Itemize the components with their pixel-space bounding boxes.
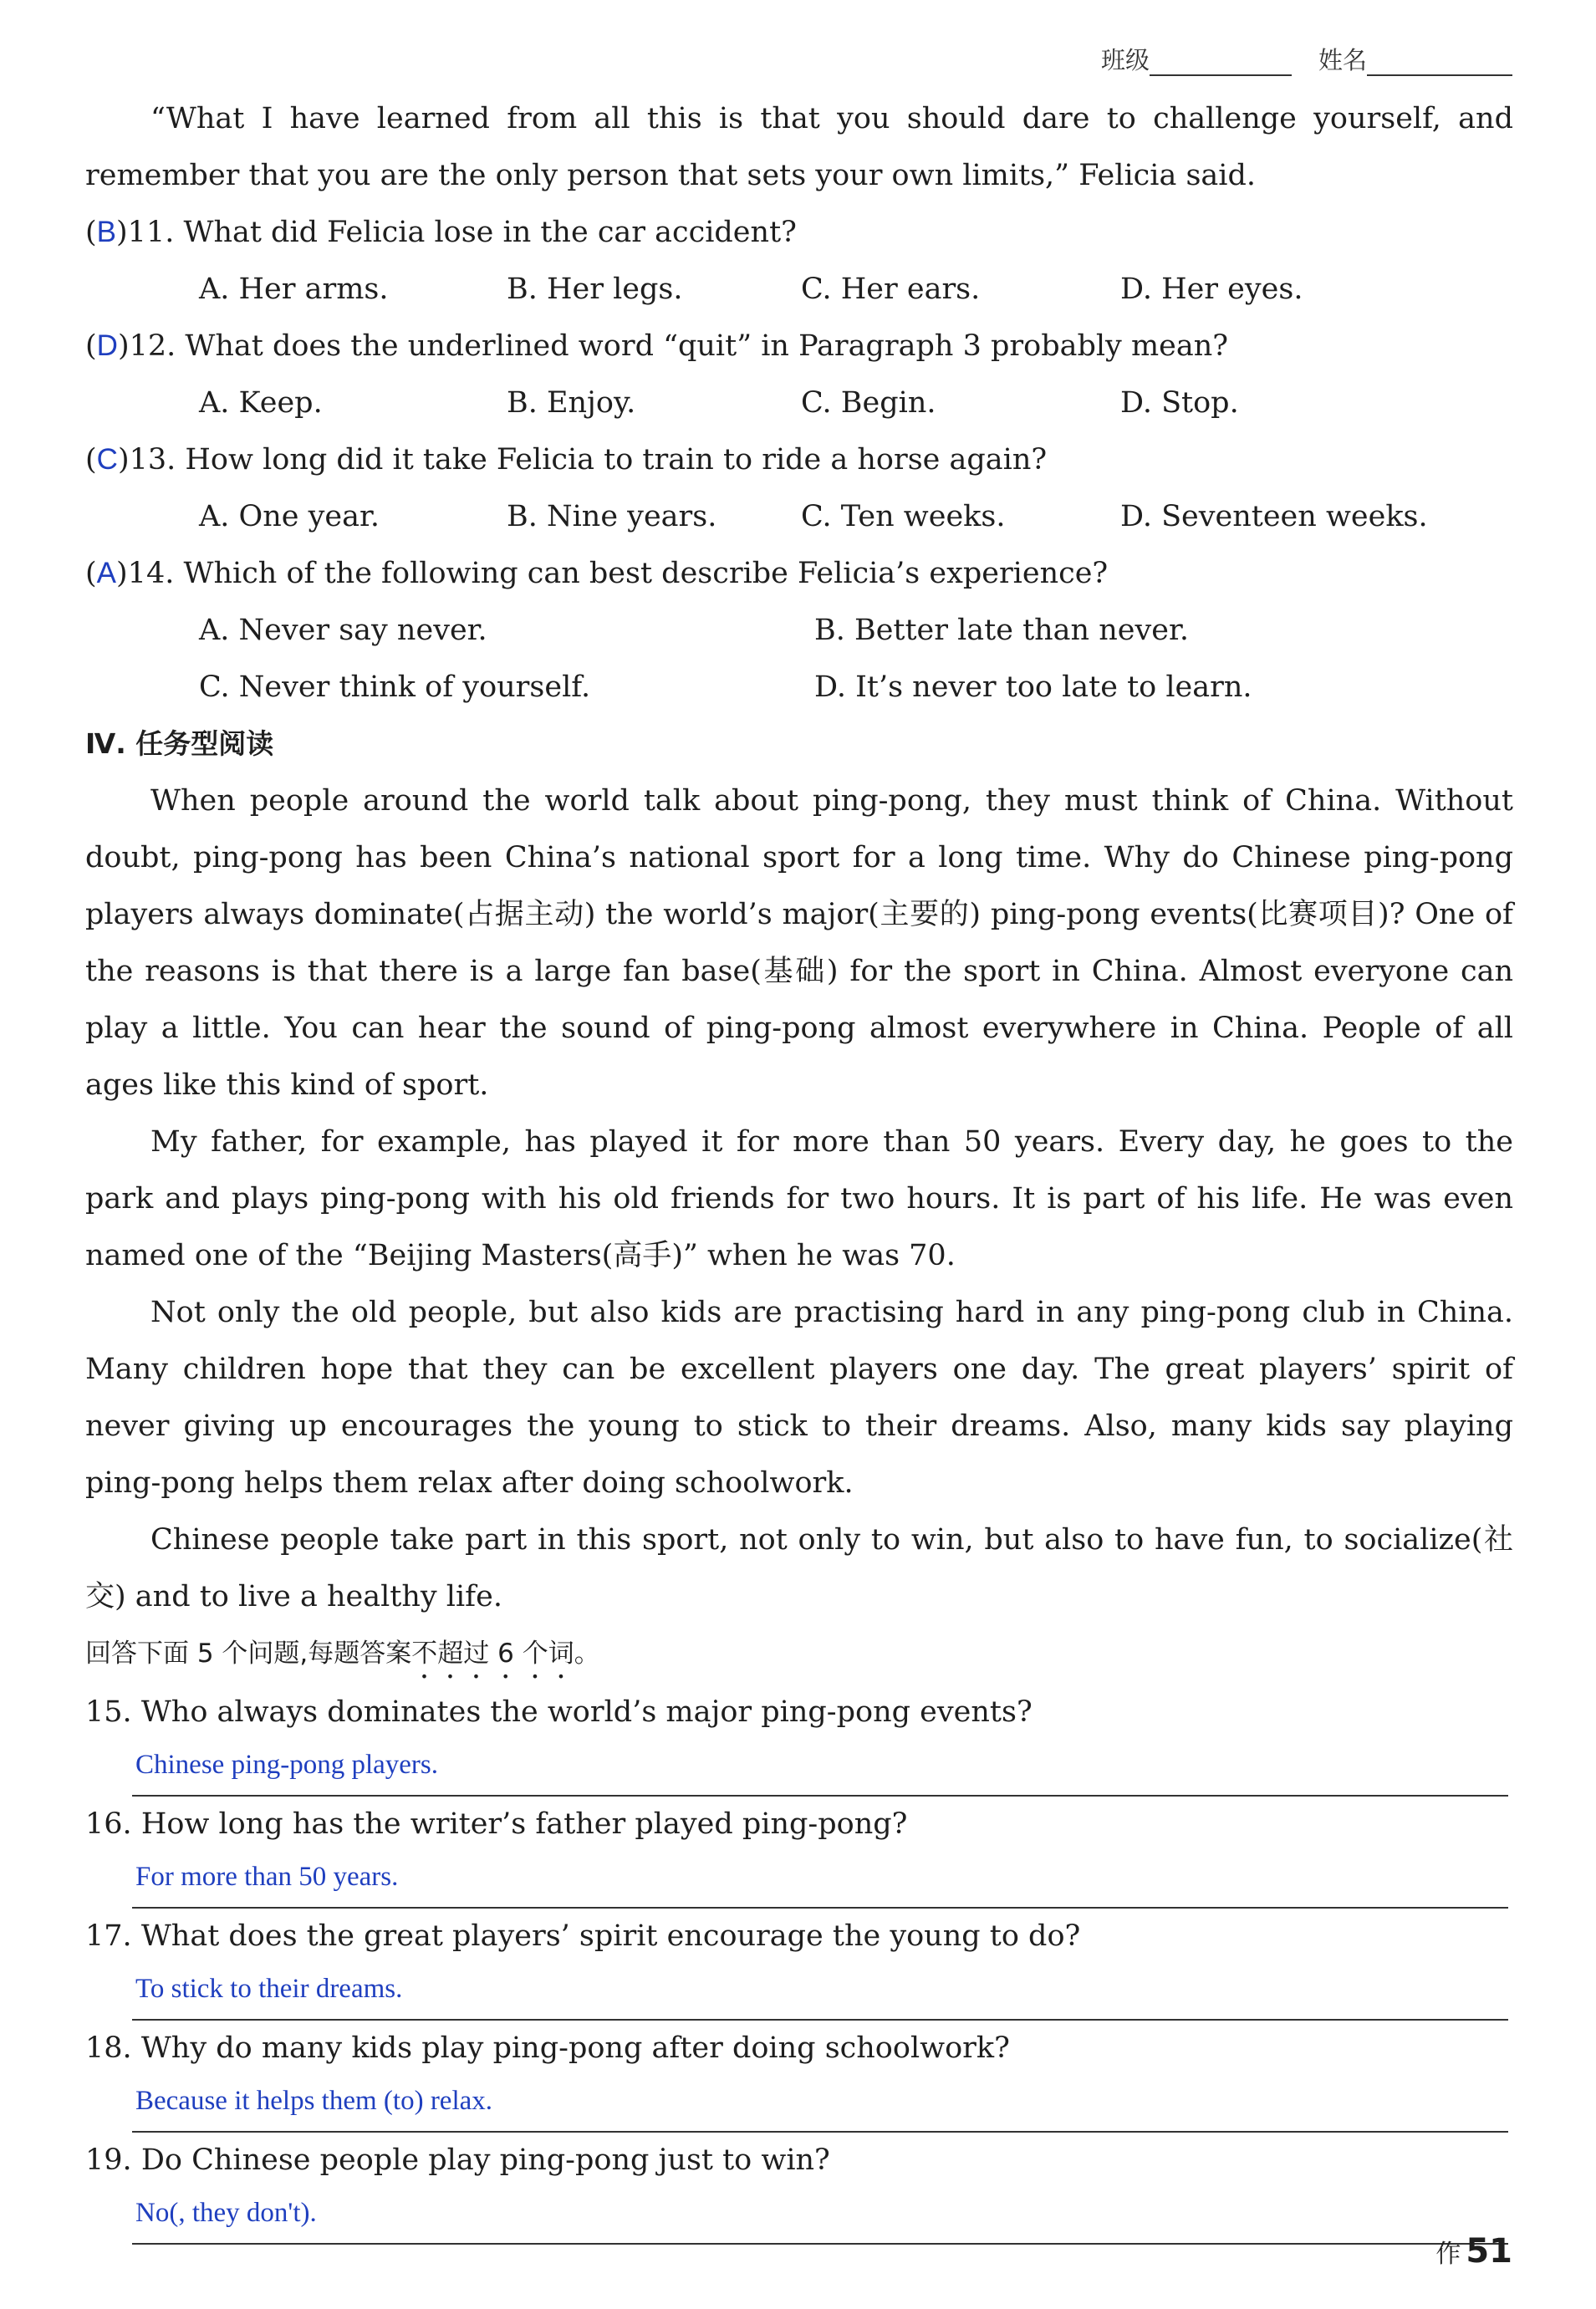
written-answer-16: For more than 50 years.	[135, 1862, 399, 1892]
reading-paragraph-4: Chinese people take part in this sport, not only to win, but also to have fun, to socialize(社交) and to live a healthy life.	[85, 1523, 1513, 1613]
answer-11[interactable]: B	[96, 216, 117, 248]
answer-line-15[interactable]	[132, 1740, 1508, 1797]
page-number: 51	[1466, 2232, 1512, 2271]
answer-line-18[interactable]	[132, 2076, 1508, 2133]
answer-line-19[interactable]	[132, 2188, 1508, 2245]
option-b: B. Nine years.	[507, 500, 717, 533]
written-answer-17: To stick to their dreams.	[135, 1974, 403, 2004]
mc-question-11: (B)11. What did Felicia lose in the car accident?	[85, 216, 797, 249]
answer-14[interactable]: A	[96, 557, 117, 589]
content	[85, 90, 1513, 2245]
reading-paragraph-2: My father, for example, has played it for more than 50 years. Every day, he goes to the park and plays ping-pong with his old friends for two hours. It is part of his life. He was even named one of the “Beijing Masters(高手)” when he was 70.	[85, 1125, 1513, 1272]
option-c: C. Ten weeks.	[801, 500, 1006, 533]
option-d: D. Her eyes.	[1120, 273, 1303, 306]
options-12	[199, 375, 1513, 431]
open-question-18: 18. Why do many kids play ping-pong after doing schoolwork?	[85, 2031, 1010, 2065]
option-b: B. Enjoy.	[507, 386, 636, 420]
option-a: A. One year.	[199, 500, 380, 533]
option-a: A. Never say never.	[199, 614, 487, 647]
option-c: C. Begin.	[801, 386, 936, 420]
mc-question-14: (A)14. Which of the following can best describe Felicia’s experience?	[85, 557, 1109, 590]
instructions: 回答下面 5 个问题,每题答案不超过 6 个词。	[85, 1639, 600, 1669]
options-14-row-2	[199, 659, 1513, 716]
open-question-15: 15. Who always dominates the world’s major ping-pong events?	[85, 1695, 1033, 1729]
mc-question-12: (D)12. What does the underlined word “quit” in Paragraph 3 probably mean?	[85, 329, 1229, 363]
written-answer-18: Because it helps them (to) relax.	[135, 2086, 493, 2116]
option-b: B. Better late than never.	[814, 614, 1189, 647]
option-d: D. It’s never too late to learn.	[814, 670, 1252, 704]
option-c: C. Never think of yourself.	[199, 670, 591, 704]
options-11	[199, 261, 1513, 318]
written-answer-15: Chinese ping-pong players.	[135, 1750, 439, 1780]
answer-line-16[interactable]	[132, 1852, 1508, 1909]
reading-paragraph-1: When people around the world talk about ping-pong, they must think of China. Without doubt, ping-pong has been China’s national sport for a long time. Why do Chinese ping-pong players always dominate(占据主动) the world’s major(主要的) ping-pong events(比赛项目)? One of the reasons is that there is a large fan base(基础) for the sport in China. Almost everyone can play a little. You can hear the sound of ping-pong almost everywhere in China. People of all ages like this kind of sport.	[85, 784, 1513, 1102]
header	[1101, 42, 1512, 76]
option-d: D. Stop.	[1120, 386, 1239, 420]
section-title: Ⅳ. 任务型阅读	[85, 727, 274, 760]
open-question-19: 19. Do Chinese people play ping-pong just to win?	[85, 2143, 830, 2177]
options-13	[199, 488, 1513, 545]
footer-label: 作	[1435, 2240, 1461, 2269]
answer-line-17[interactable]	[132, 1964, 1508, 2021]
answer-12[interactable]: D	[96, 329, 118, 362]
option-a: A. Her arms.	[199, 273, 389, 306]
mc-question-13: (C)13. How long did it take Felicia to train to ride a horse again?	[85, 443, 1048, 477]
written-answer-19: No(, they don't).	[135, 2198, 317, 2228]
open-question-17: 17. What does the great players’ spirit encourage the young to do?	[85, 1919, 1081, 1953]
option-a: A. Keep.	[199, 386, 323, 420]
option-c: C. Her ears.	[801, 273, 981, 306]
reading-paragraph-3: Not only the old people, but also kids are practising hard in any ping-pong club in China. Many children hope that they can be excellent players one day. The great players’ spirit of never giving up encourages the young to stick to their dreams. Also, many kids say playing ping-pong helps them relax after doing schoolwork.	[85, 1296, 1513, 1500]
option-b: B. Her legs.	[507, 273, 683, 306]
passage-closing-paragraph: “What I have learned from all this is that you should dare to challenge yourself, and remember that you are the only person that sets your own limits,” Felicia said.	[85, 102, 1513, 192]
name-field[interactable]: 姓名	[1318, 42, 1512, 76]
answer-13[interactable]: C	[96, 443, 118, 476]
option-d: D. Seventeen weeks.	[1120, 500, 1428, 533]
class-field[interactable]: 班级	[1101, 42, 1292, 76]
open-question-16: 16. How long has the writer’s father played ping-pong?	[85, 1807, 908, 1841]
page-footer	[1435, 2232, 1512, 2271]
options-14-row-1	[199, 602, 1513, 659]
